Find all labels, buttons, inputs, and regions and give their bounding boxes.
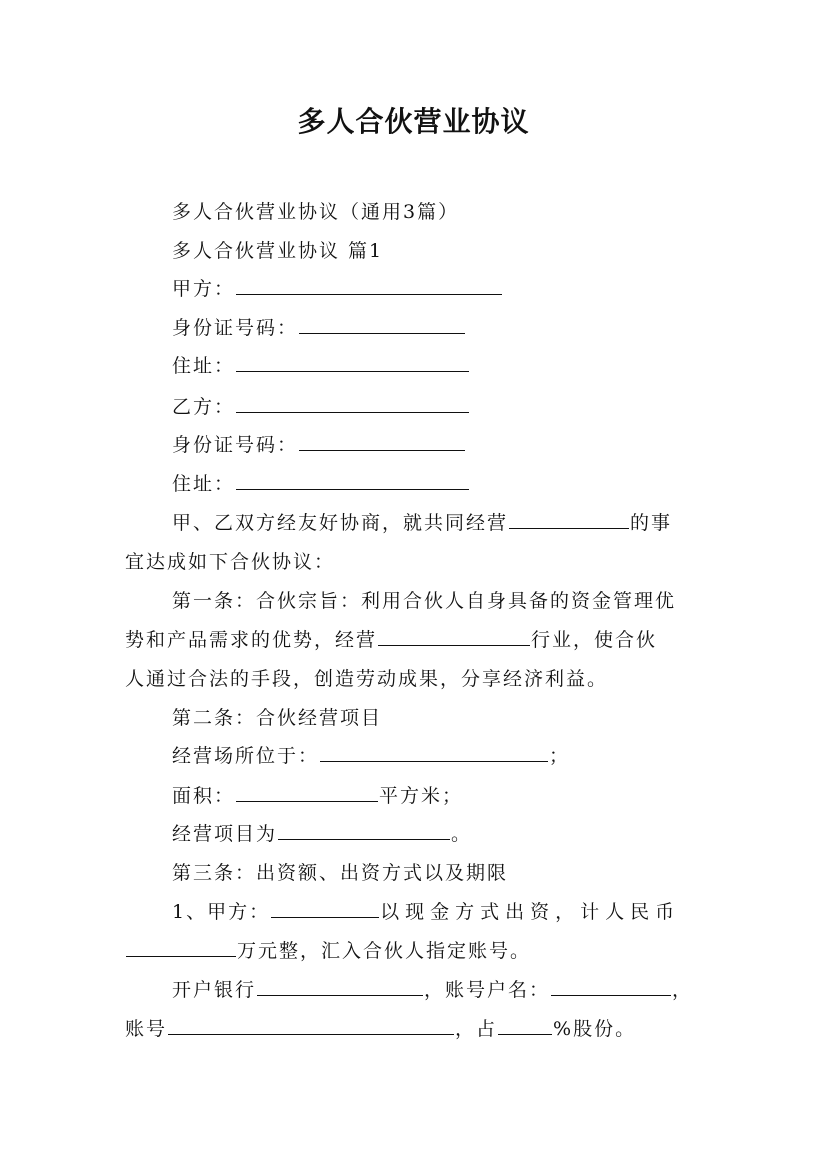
paragraph-text: 的事 [630, 512, 673, 534]
paragraph-text: 行业，使合伙 [531, 629, 658, 651]
section-heading: 多人合伙营业协议 篇1 [172, 240, 384, 262]
area-suffix: 平方米； [379, 785, 464, 807]
party-a-blank [236, 276, 502, 295]
party-b-address-line [172, 471, 470, 497]
party-b-address-label: 住址： [172, 473, 236, 495]
account-name-label: ，账号户名： [424, 979, 551, 1001]
bank-blank [257, 977, 423, 996]
project-blank [278, 821, 450, 840]
account-name-blank [551, 977, 671, 996]
amount-blank [126, 938, 236, 957]
party-b-id-line [172, 432, 466, 458]
comma-text: ， [672, 979, 694, 1001]
party-a-address-line [172, 353, 470, 379]
party-a-address-blank [236, 353, 469, 372]
share-blank [498, 1016, 552, 1035]
party-a-label: 甲方： [172, 278, 236, 300]
bank-label: 开户银行 [172, 979, 257, 1001]
party-a-line [172, 276, 503, 302]
contribution-text: 万元整，汇入合伙人指定账号。 [237, 940, 532, 962]
article-three-line: 第三条：出资额、出资方式以及期限 [172, 862, 509, 884]
location-suffix: ； [549, 745, 571, 767]
party-b-line [172, 394, 470, 420]
party-b-address-blank [236, 471, 469, 490]
contribution-text: 以现金方式出资，计人民币 [380, 901, 681, 923]
party-b-id-label: 身份证号码： [172, 434, 299, 456]
paragraph-text: 势和产品需求的优势，经营 [125, 629, 378, 651]
paragraph-line: 人通过合法的手段，创造劳动成果，分享经济利益。 [125, 668, 609, 690]
bank-line [172, 977, 693, 1003]
contribution-label: 1、甲方： [172, 901, 271, 923]
party-b-blank [236, 394, 469, 413]
share-suffix: %股份。 [553, 1018, 637, 1040]
contribution-line [125, 938, 531, 964]
project-label: 经营项目为 [172, 823, 278, 845]
paragraph-line [172, 510, 672, 536]
area-label: 面积： [172, 785, 236, 807]
account-line [125, 1016, 636, 1042]
subtitle-line: 多人合伙营业协议（通用3篇） [172, 201, 460, 223]
share-label: ，占 [455, 1018, 498, 1040]
paragraph-text: 甲、乙双方经友好协商，就共同经营 [172, 512, 509, 534]
account-label: 账号 [125, 1018, 168, 1040]
industry-blank [378, 627, 530, 646]
article-one-line: 第一条：合伙宗旨：利用合伙人自身具备的资金管理优 [172, 590, 677, 612]
location-line [172, 743, 570, 769]
area-line [172, 783, 463, 809]
contribution-line [172, 899, 680, 925]
location-blank [320, 743, 548, 762]
article-two-line: 第二条：合伙经营项目 [172, 707, 383, 729]
area-blank [236, 783, 378, 802]
party-a-id-blank [299, 315, 465, 334]
party-a-id-line [172, 315, 466, 341]
paragraph-line: 宜达成如下合伙协议： [125, 551, 336, 573]
project-line [172, 821, 472, 847]
party-b-label: 乙方： [172, 396, 236, 418]
account-blank [168, 1016, 454, 1035]
location-label: 经营场所位于： [172, 745, 320, 767]
project-suffix: 。 [451, 823, 473, 845]
contribution-blank [271, 899, 379, 918]
party-a-id-label: 身份证号码： [172, 317, 299, 339]
party-a-address-label: 住址： [172, 355, 236, 377]
paragraph-line [125, 627, 657, 653]
business-blank [509, 510, 629, 529]
party-b-id-blank [299, 432, 465, 451]
document-title: 多人合伙营业协议 [297, 105, 530, 138]
